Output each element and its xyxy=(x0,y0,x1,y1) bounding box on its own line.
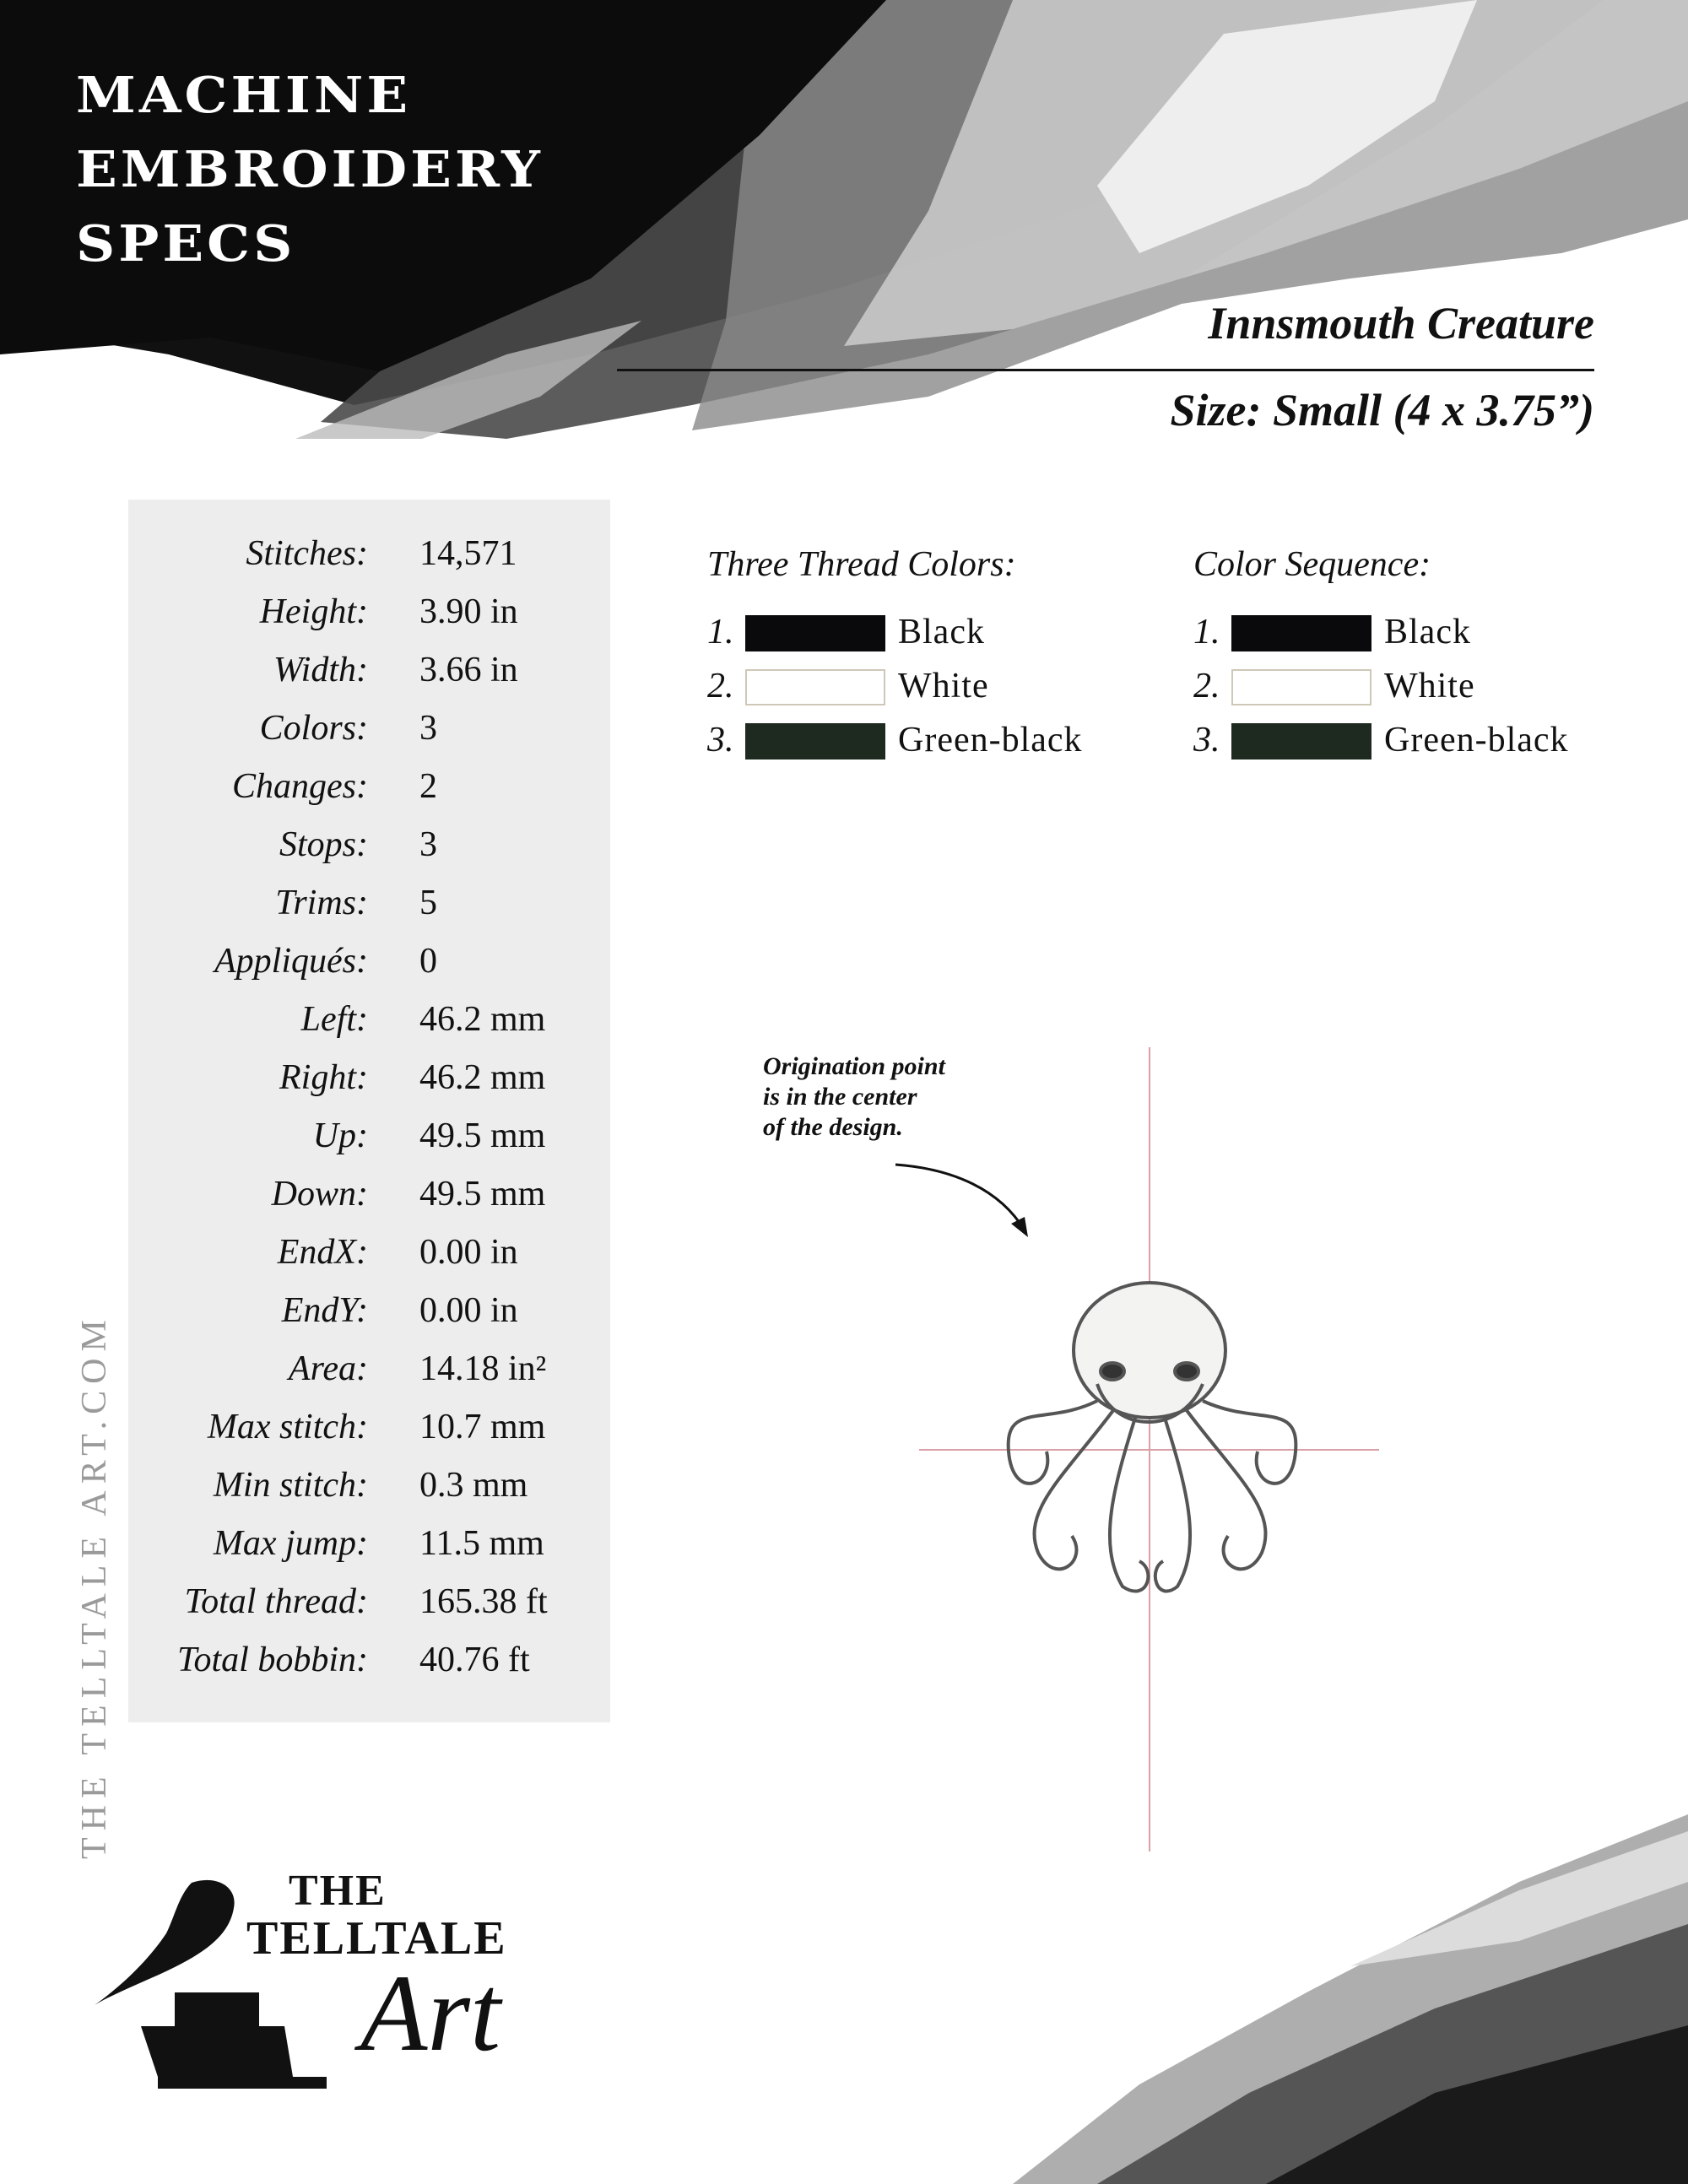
octopus-design-icon xyxy=(1009,1283,1296,1592)
spec-value: 49.5 mm xyxy=(419,1175,546,1214)
color-number: 1. xyxy=(707,613,734,651)
spec-label: Max stitch: xyxy=(207,1408,368,1446)
spec-label: Stitches: xyxy=(246,534,368,573)
spec-value: 3 xyxy=(419,709,437,748)
color-name: Green-black xyxy=(898,721,1083,760)
website-side-text: THE TELLTALE ART.COM xyxy=(75,1313,114,1859)
logo-text-art: Art xyxy=(360,1953,501,2074)
color-number: 2. xyxy=(1193,667,1220,705)
spec-value: 10.7 mm xyxy=(419,1408,546,1446)
color-number: 2. xyxy=(707,667,734,705)
spec-value: 46.2 mm xyxy=(419,1000,546,1039)
spec-label: EndX: xyxy=(277,1233,368,1272)
origin-note-line: Origination point xyxy=(763,1052,945,1080)
spec-value: 3 xyxy=(419,825,437,864)
telltale-art-logo xyxy=(90,1866,622,2094)
logo-text-the: THE xyxy=(289,1867,387,1915)
spec-value: 3.90 in xyxy=(419,592,518,631)
spec-label: Total bobbin: xyxy=(177,1641,368,1679)
spec-label: EndY: xyxy=(281,1291,368,1330)
color-name: Black xyxy=(1384,613,1471,651)
spec-value: 0.3 mm xyxy=(419,1466,528,1505)
spec-label: Total thread: xyxy=(184,1582,368,1621)
spec-value: 5 xyxy=(419,884,437,922)
color-name: White xyxy=(1384,667,1475,705)
spec-label: Width: xyxy=(273,651,368,689)
origin-note-line: is in the center xyxy=(763,1083,917,1111)
logo-text-telltale: TELLTALE xyxy=(246,1912,507,1965)
color-number: 3. xyxy=(707,721,734,760)
spec-value: 0.00 in xyxy=(419,1291,518,1330)
spec-label: Stops: xyxy=(279,825,368,864)
design-size: Size: Small (4 x 3.75”) xyxy=(1170,385,1594,435)
spec-value: 49.5 mm xyxy=(419,1116,546,1155)
spec-label: Min stitch: xyxy=(213,1466,368,1505)
design-name: Innsmouth Creature xyxy=(1208,298,1594,349)
spec-label: Max jump: xyxy=(213,1524,368,1563)
spec-value: 14,571 xyxy=(419,534,517,573)
spec-label: Height: xyxy=(259,592,368,631)
spec-label: Right: xyxy=(279,1058,368,1097)
page-title-line-1: MACHINE xyxy=(76,66,412,125)
spec-value: 3.66 in xyxy=(419,651,518,689)
spec-value: 14.18 in² xyxy=(419,1349,547,1388)
color-sequence-heading: Color Sequence: xyxy=(1193,545,1431,584)
arrow-icon xyxy=(895,1165,1028,1237)
color-name: White xyxy=(898,667,989,705)
spec-value: 0 xyxy=(419,942,437,981)
spec-label: Down: xyxy=(271,1175,368,1214)
spec-value: 0.00 in xyxy=(419,1233,518,1272)
spec-value: 11.5 mm xyxy=(419,1524,544,1563)
color-number: 3. xyxy=(1193,721,1220,760)
spec-label: Left: xyxy=(300,1000,368,1039)
spec-value: 165.38 ft xyxy=(419,1582,548,1621)
page-title-line-2: EMBROIDERY xyxy=(76,140,544,199)
spec-label: Colors: xyxy=(259,709,368,748)
color-name: Green-black xyxy=(1384,721,1569,760)
spec-label: Area: xyxy=(288,1349,368,1388)
spec-label: Changes: xyxy=(232,767,368,806)
page-title-line-3: SPECS xyxy=(76,214,296,273)
color-number: 1. xyxy=(1193,613,1220,651)
spec-value: 2 xyxy=(419,767,437,806)
spec-value: 46.2 mm xyxy=(419,1058,546,1097)
origin-note-line: of the design. xyxy=(763,1113,903,1141)
spec-label: Trims: xyxy=(275,884,368,922)
color-name: Black xyxy=(898,613,985,651)
thread-colors-heading: Three Thread Colors: xyxy=(707,545,1016,584)
spec-value: 40.76 ft xyxy=(419,1641,530,1679)
spec-label: Appliqués: xyxy=(214,942,368,981)
spec-label: Up: xyxy=(312,1116,368,1155)
